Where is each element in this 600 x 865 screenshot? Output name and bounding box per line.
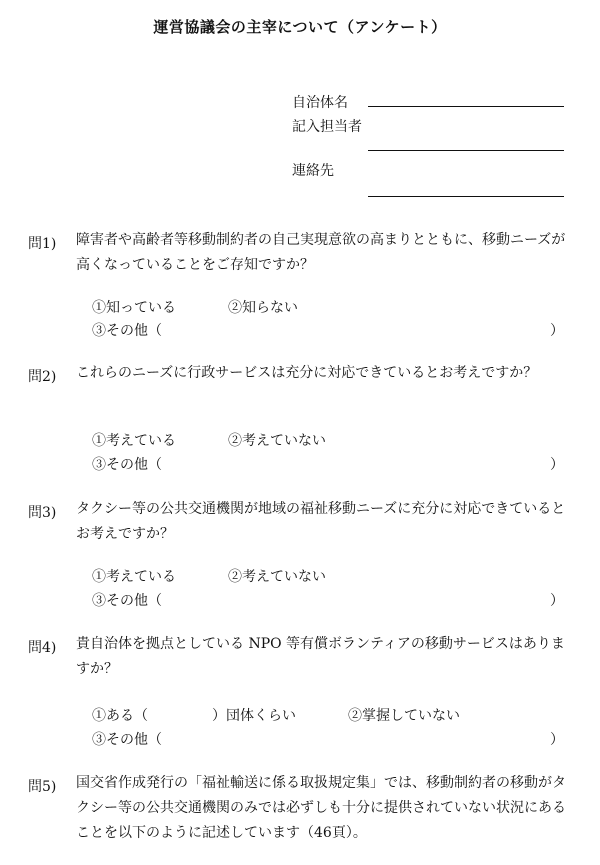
q3-option-other[interactable]: ③その他（: [92, 593, 162, 609]
person-in-charge-label: 記入担当者: [292, 119, 362, 135]
municipality-label: 自治体名: [292, 95, 348, 111]
q2-option-other[interactable]: ③その他（: [92, 457, 162, 473]
q4-option-not-grasped[interactable]: ②掌握していない: [348, 708, 460, 724]
q1-option-other[interactable]: ③その他（: [92, 323, 162, 339]
q4-other-close-paren: ）: [550, 732, 564, 748]
question-5-text: 国交省作成発行の「福祉輸送に係る取扱規定集」では、移動制約者の移動がタクシー等の公共交通機関のみでは必ずしも十分に提供されていない状況にあることを以下のように記述しています（46頁）。: [76, 775, 566, 841]
question-2-text: これらのニーズに行政サービスは充分に対応できているとお考えですか？: [76, 365, 538, 381]
municipality-input-line[interactable]: [368, 106, 564, 107]
q3-other-close-paren: ）: [550, 593, 564, 609]
contact-input-line[interactable]: [368, 196, 564, 197]
page-title: 運営協議会の主宰について（アンケート）: [153, 18, 447, 36]
person-in-charge-input-line[interactable]: [368, 150, 564, 151]
q4-option-other[interactable]: ③その他（: [92, 732, 162, 748]
q1-other-close-paren: ）: [550, 323, 564, 339]
contact-label: 連絡先: [292, 163, 334, 179]
question-1-number: 問1): [28, 236, 57, 252]
q1-option-know[interactable]: ①知っている: [92, 300, 176, 316]
q4-option-group-count: ）団体くらい: [212, 708, 296, 724]
question-3-text: タクシー等の公共交通機関が地域の福祉移動ニーズに充分に対応できているとお考えですか？: [76, 501, 566, 542]
q2-option-dont-think[interactable]: ②考えていない: [228, 433, 326, 449]
question-2-number: 問2): [28, 369, 57, 385]
question-5-number: 問5): [28, 779, 57, 795]
question-3-number: 問3): [28, 505, 57, 521]
q1-option-dont-know[interactable]: ②知らない: [228, 300, 298, 316]
q2-option-think[interactable]: ①考えている: [92, 433, 176, 449]
q2-other-close-paren: ）: [550, 457, 564, 473]
q4-option-exists[interactable]: ①ある（: [92, 708, 148, 724]
question-4-text: 貴自治体を拠点としている NPO 等有償ボランティアの移動サービスはありますか？: [76, 636, 565, 677]
q3-option-dont-think[interactable]: ②考えていない: [228, 569, 326, 585]
question-4-number: 問4): [28, 640, 57, 656]
q3-option-think[interactable]: ①考えている: [92, 569, 176, 585]
question-1-text: 障害者や高齢者等移動制約者の自己実現意欲の高まりとともに、移動ニーズが高くなっていることをご存知ですか？: [76, 232, 566, 273]
